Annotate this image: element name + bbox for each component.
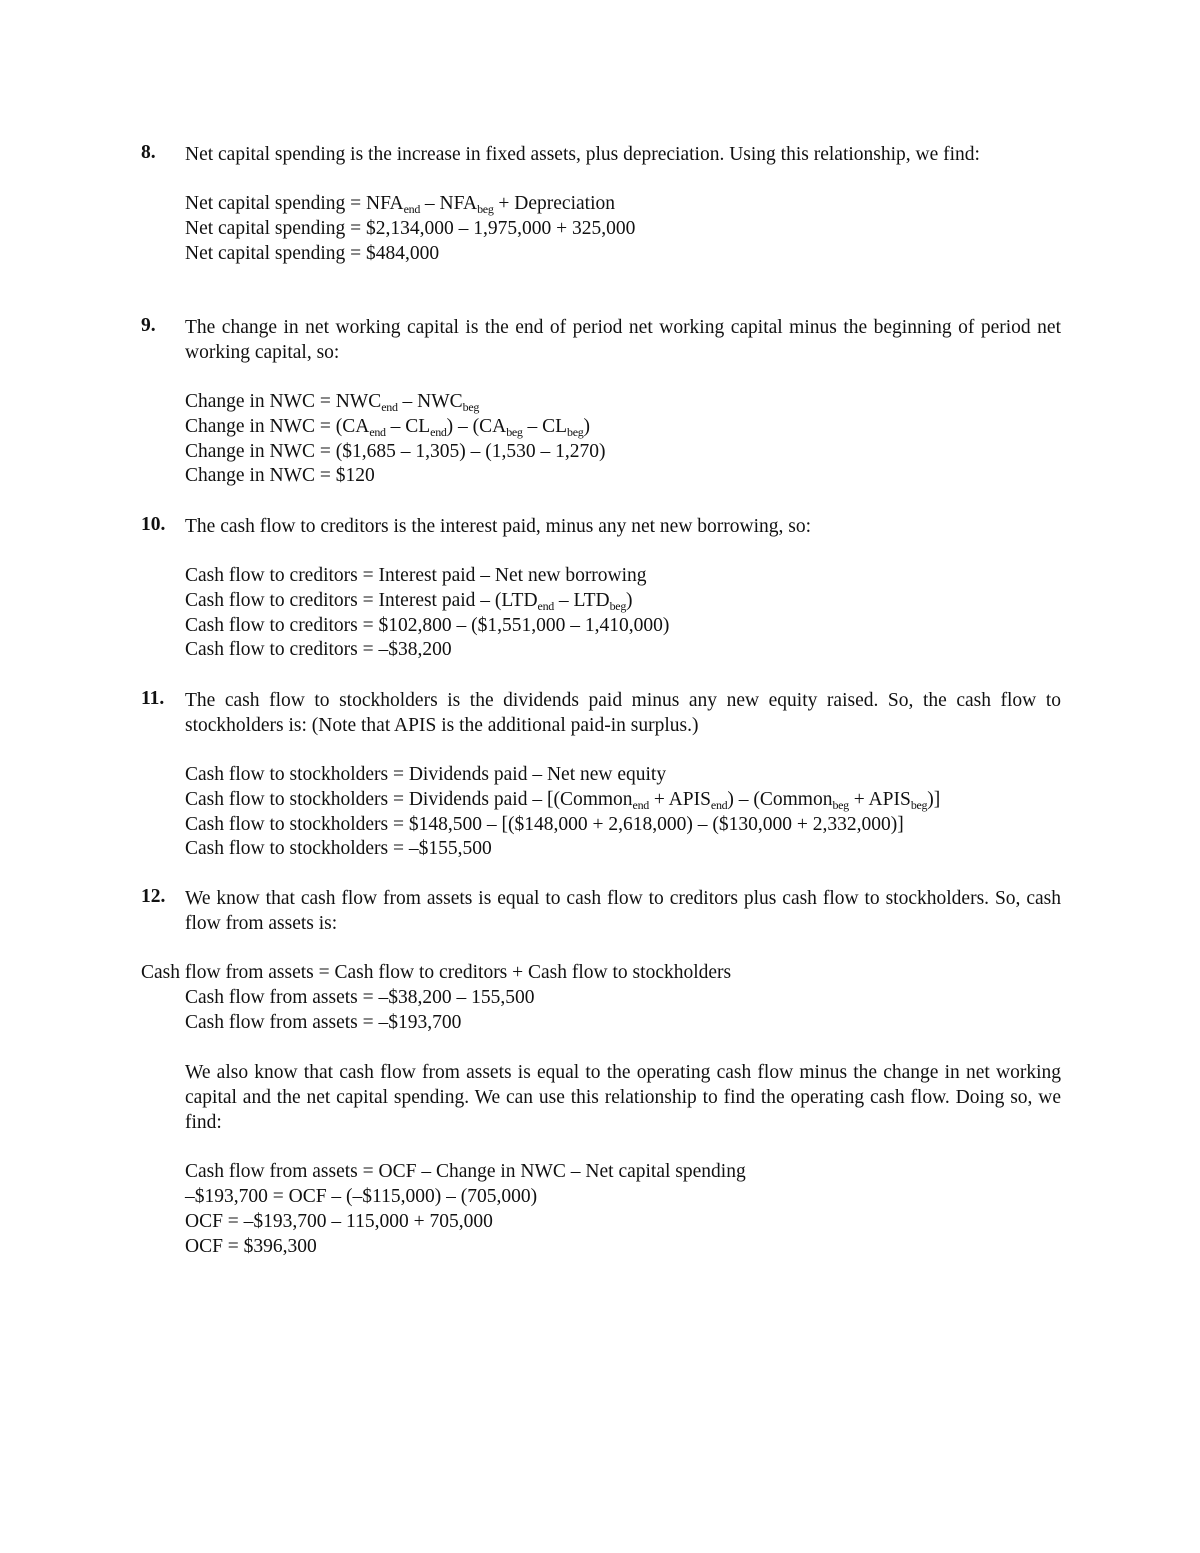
equation-line: Net capital spending = $484,000 [185, 242, 440, 264]
equation-line: Cash flow from assets = –$193,700 [185, 1011, 462, 1033]
equation-line: Cash flow to stockholders = $148,500 – [($148,000 + 2,618,000) – ($130,000 + 2,332,000)] [185, 813, 904, 835]
equation-line: Cash flow to creditors = –$38,200 [185, 639, 452, 661]
equation-line: –$193,700 = OCF – (–$115,000) – (705,000) [185, 1186, 538, 1208]
equation-line: Cash flow to creditors = $102,800 – ($1,551,000 – 1,410,000) [185, 614, 670, 636]
equation-line: Net capital spending = $NFA_{end} - NFA_{beg}$ + Depreciation [185, 193, 615, 216]
equation-line: OCF = $396,300 [185, 1235, 317, 1257]
problem-8 [141, 142, 1061, 266]
problem-intro: Net capital spending is the increase in fixed assets, plus depreciation. Using this relationship, we find: [185, 144, 980, 165]
problem-10 [141, 514, 1061, 663]
equation-line: OCF = –$193,700 – 115,000 + 705,000 [185, 1210, 493, 1232]
problem-11 [141, 688, 1061, 862]
problem-9 [141, 315, 1061, 489]
problem-paragraph: We also know that cash flow from assets is equal to the operating cash flow minus the change in net working capital and the net capital spending. We can use this relationship to find the operating cash flow. Doing so, we find: [185, 1062, 1061, 1134]
equation-line: Change in NWC = $NWC_{end} - NWC_{beg}$ [185, 391, 480, 414]
equation-line: Cash flow to stockholders = Dividends paid – [(Common$_{end}$ + $APIS_{end}$) – (Common$_{beg}$ + $APIS_{beg}$)] [185, 788, 941, 812]
problem-intro: The change in net working capital is the end of period net working capital minus the beginning of period net working capital, so: [185, 317, 1061, 363]
equation-line: Change in NWC = ($1,685 – 1,305) – (1,530 – 1,270) [185, 440, 606, 462]
problem-number: 8. [141, 142, 156, 163]
problem-number: 11. [141, 688, 165, 709]
equation-line: Cash flow from assets = –$38,200 – 155,500 [185, 986, 535, 1008]
problem-number: 12. [141, 886, 166, 907]
equation-line: Cash flow from assets = OCF – Change in NWC – Net capital spending [185, 1161, 746, 1183]
equation-line: Cash flow to stockholders = Dividends paid – Net new equity [185, 764, 667, 785]
equation-line: Net capital spending = $2,134,000 – 1,975,000 + 325,000 [185, 217, 636, 239]
problem-intro: The cash flow to creditors is the interest paid, minus any net new borrowing, so: [185, 516, 812, 537]
equation-line: Cash flow from assets = Cash flow to creditors + Cash flow to stockholders [141, 962, 732, 983]
problem-number: 10. [141, 514, 166, 535]
equation-line: Cash flow to creditors = Interest paid – Net new borrowing [185, 565, 647, 586]
problem-number: 9. [141, 315, 156, 336]
problem-intro: We know that cash flow from assets is equal to cash flow to creditors plus cash flow to stockholders. So, cash flow from assets is: [185, 888, 1061, 934]
equation-line: Change in NWC = $120 [185, 465, 375, 487]
equation-line: Cash flow to creditors = Interest paid – $(LTD_{end} - LTD_{beg})$ [185, 589, 633, 613]
equation-line: Cash flow to stockholders = –$155,500 [185, 838, 492, 860]
problem-intro: The cash flow to stockholders is the dividends paid minus any new equity raised. So, the cash flow to stockholders is: (Note that APIS is the additional paid-in surplus.) [185, 690, 1061, 736]
equation-line: Change in NWC = $(CA_{end} - CL_{end}) - (CA_{beg} - CL_{beg})$ [185, 415, 590, 439]
problem-12 [141, 886, 1061, 1260]
